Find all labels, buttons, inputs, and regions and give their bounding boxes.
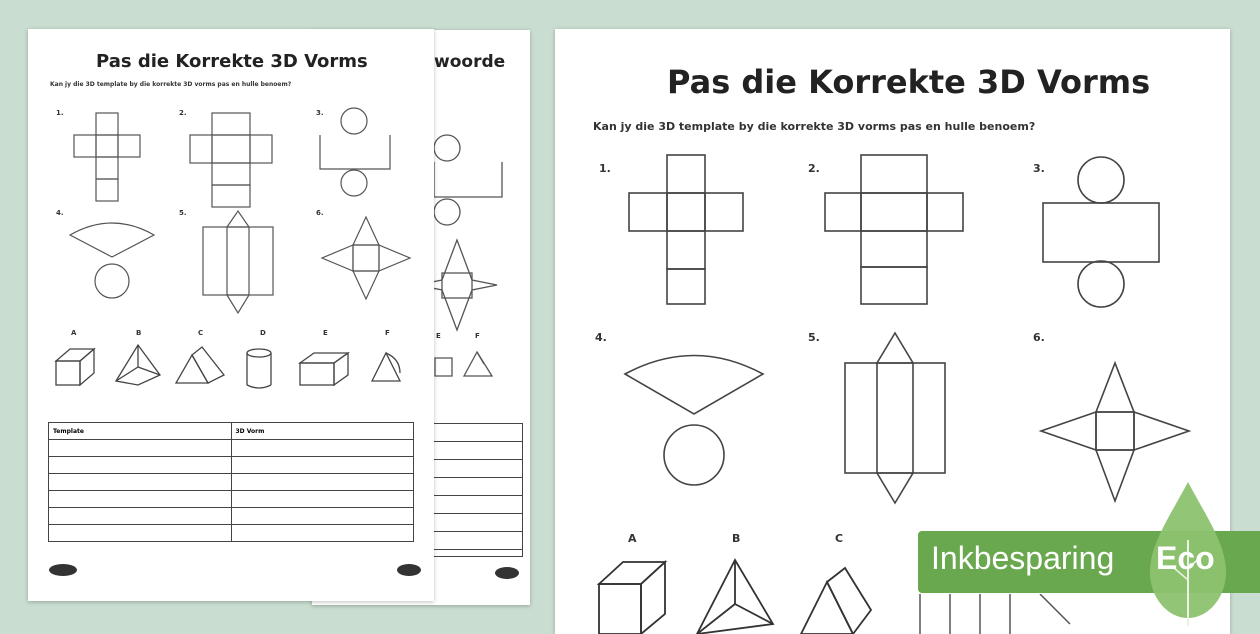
table-cell <box>231 525 414 542</box>
preview-net-number-2: 2. <box>179 109 187 117</box>
main-net-number-2: 2. <box>808 162 820 175</box>
preview-net-number-6: 6. <box>316 209 324 217</box>
main-net-number-3: 3. <box>1033 162 1045 175</box>
back-solid-letter-e: E <box>436 332 441 340</box>
back-table-stub <box>430 423 523 557</box>
table-cell <box>231 474 414 491</box>
preview-answer-table <box>48 422 414 542</box>
table-cell <box>49 491 232 508</box>
main-solid-letter-c: C <box>835 532 844 545</box>
back-solid-letter-f: F <box>475 332 480 340</box>
preview-net-number-3: 3. <box>316 109 324 117</box>
preview-solid-letter-e: E <box>323 329 328 337</box>
table-cell <box>231 440 414 457</box>
eco-badge-label: Eco <box>1156 540 1215 576</box>
eco-badge-text: Inkbesparing <box>931 540 1115 576</box>
main-net-number-5: 5. <box>808 331 820 344</box>
table-cell <box>49 525 232 542</box>
main-title: Pas die Korrekte 3D Vorms <box>667 63 1151 101</box>
preview-solids <box>28 341 434 401</box>
preview-net-number-5: 5. <box>179 209 187 217</box>
preview-title: Pas die Korrekte 3D Vorms <box>96 51 368 72</box>
back-footer-logo <box>492 565 522 581</box>
preview-net-number-4: 4. <box>56 209 64 217</box>
preview-worksheet <box>28 29 434 601</box>
table-cell <box>49 474 232 491</box>
preview-solid-letter-a: A <box>71 329 77 337</box>
preview-instruction: Kan jy die 3D template by die korrekte 3D vorms pas en hulle benoem? <box>50 81 292 88</box>
preview-table-header-template: Template <box>49 423 232 440</box>
main-net-number-4: 4. <box>595 331 607 344</box>
preview-solid-letter-b: B <box>136 329 142 337</box>
table-cell <box>231 508 414 525</box>
preview-footer-logo-left <box>46 562 80 578</box>
main-net-number-1: 1. <box>599 162 611 175</box>
table-cell <box>49 440 232 457</box>
main-nets <box>555 149 1230 509</box>
preview-footer-logo-right <box>394 561 424 579</box>
main-instruction: Kan jy die 3D template by die korrekte 3D vorms pas en hulle benoem? <box>593 120 1036 133</box>
preview-solid-letter-c: C <box>198 329 204 337</box>
main-net-number-6: 6. <box>1033 331 1045 344</box>
preview-table-header-3dvorm: 3D Vorm <box>231 423 414 440</box>
preview-nets <box>28 99 434 349</box>
preview-net-number-1: 1. <box>56 109 64 117</box>
back-title-fragment: woorde <box>434 52 506 72</box>
table-cell <box>49 457 232 474</box>
preview-solid-letter-d: D <box>260 329 266 337</box>
table-cell <box>231 457 414 474</box>
table-cell <box>49 508 232 525</box>
main-solid-letter-b: B <box>732 532 741 545</box>
main-solid-letter-a: A <box>628 532 637 545</box>
preview-solid-letter-f: F <box>385 329 390 337</box>
table-cell <box>231 491 414 508</box>
